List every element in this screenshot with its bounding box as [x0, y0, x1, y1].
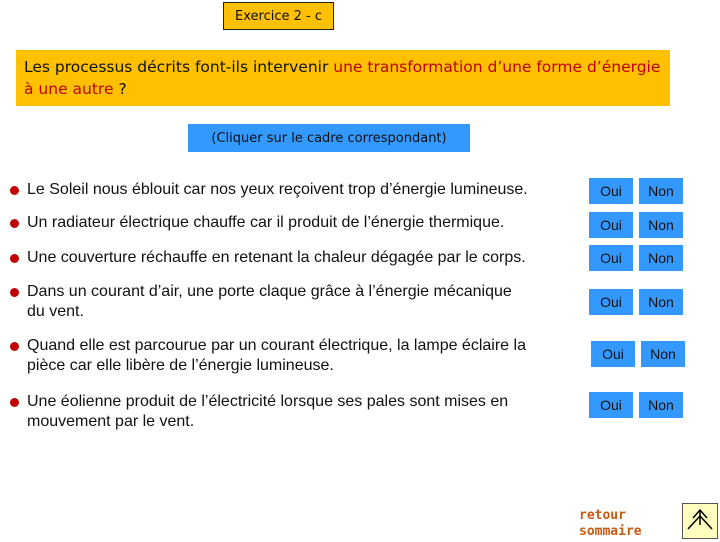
- instruction-hint: [188, 124, 470, 152]
- statement-2-no-button[interactable]: [639, 212, 683, 238]
- no-label: Non: [648, 397, 674, 413]
- statement-6-yes-button[interactable]: [589, 392, 633, 418]
- statement-6-no-button[interactable]: [639, 392, 683, 418]
- home-button[interactable]: [682, 503, 718, 539]
- yes-label: Oui: [602, 346, 624, 362]
- back-to-summary-link[interactable]: [579, 508, 642, 540]
- no-label: Non: [648, 250, 674, 266]
- bullet-icon: [10, 398, 19, 407]
- statement-2-text: Un radiateur électrique chauffe car il produit de l’énergie thermique.: [27, 214, 505, 231]
- statement-4: [10, 282, 512, 322]
- no-label: Non: [650, 346, 676, 362]
- yes-label: Oui: [600, 397, 622, 413]
- statement-4-no-button[interactable]: [639, 289, 683, 315]
- statement-4-yes-button[interactable]: [589, 289, 633, 315]
- statement-5-text-line1: Quand elle est parcourue par un courant électrique, la lampe éclaire la: [27, 337, 526, 354]
- exercise-title: [223, 2, 334, 30]
- statement-3-text: Une couverture réchauffe en retenant la chaleur dégagée par le corps.: [27, 249, 526, 266]
- yes-label: Oui: [600, 183, 622, 199]
- bullet-icon: [10, 288, 19, 297]
- question-text-highlight: une transformation d’une forme d’énergie à une autre: [24, 58, 661, 98]
- question-text-start: Les processus décrits font-ils intervenir: [24, 58, 334, 76]
- home-icon: [683, 504, 717, 538]
- statement-4-text-line1: Dans un courant d’air, une porte claque grâce à l’énergie mécanique: [27, 283, 512, 300]
- statement-3: [10, 248, 526, 268]
- no-label: Non: [648, 183, 674, 199]
- exercise-title-text: Exercice 2 - c: [235, 8, 322, 24]
- statement-2: [10, 213, 504, 233]
- statement-5-yes-button[interactable]: [591, 341, 635, 367]
- statement-2-yes-button[interactable]: [589, 212, 633, 238]
- bullet-icon: [10, 219, 19, 228]
- statement-5-text-line2: pièce car elle libère de l’énergie lumineuse.: [27, 357, 334, 374]
- statement-1-yes-button[interactable]: [589, 178, 633, 204]
- bullet-icon: [10, 254, 19, 263]
- statement-1: [10, 180, 528, 200]
- statement-4-text-line2: du vent.: [27, 303, 84, 320]
- yes-label: Oui: [600, 217, 622, 233]
- no-label: Non: [648, 217, 674, 233]
- instruction-hint-text: (Cliquer sur le cadre correspondant): [211, 130, 447, 146]
- statement-6-text-line2: mouvement par le vent.: [27, 413, 195, 430]
- statement-1-no-button[interactable]: [639, 178, 683, 204]
- question-box: [16, 50, 670, 106]
- statement-5-no-button[interactable]: [641, 341, 685, 367]
- bullet-icon: [10, 186, 19, 195]
- statement-3-no-button[interactable]: [639, 245, 683, 271]
- statement-1-text: Le Soleil nous éblouit car nos yeux reçoivent trop d’énergie lumineuse.: [27, 181, 528, 198]
- statement-5: [10, 336, 526, 376]
- back-link-line2: sommaire: [579, 524, 642, 539]
- back-link-line1: retour: [579, 508, 626, 523]
- statement-6: [10, 392, 508, 432]
- question-text-end: ?: [113, 80, 127, 98]
- yes-label: Oui: [600, 250, 622, 266]
- no-label: Non: [648, 294, 674, 310]
- bullet-icon: [10, 342, 19, 351]
- statement-6-text-line1: Une éolienne produit de l’électricité lorsque ses pales sont mises en: [27, 393, 509, 410]
- yes-label: Oui: [600, 294, 622, 310]
- statement-3-yes-button[interactable]: [589, 245, 633, 271]
